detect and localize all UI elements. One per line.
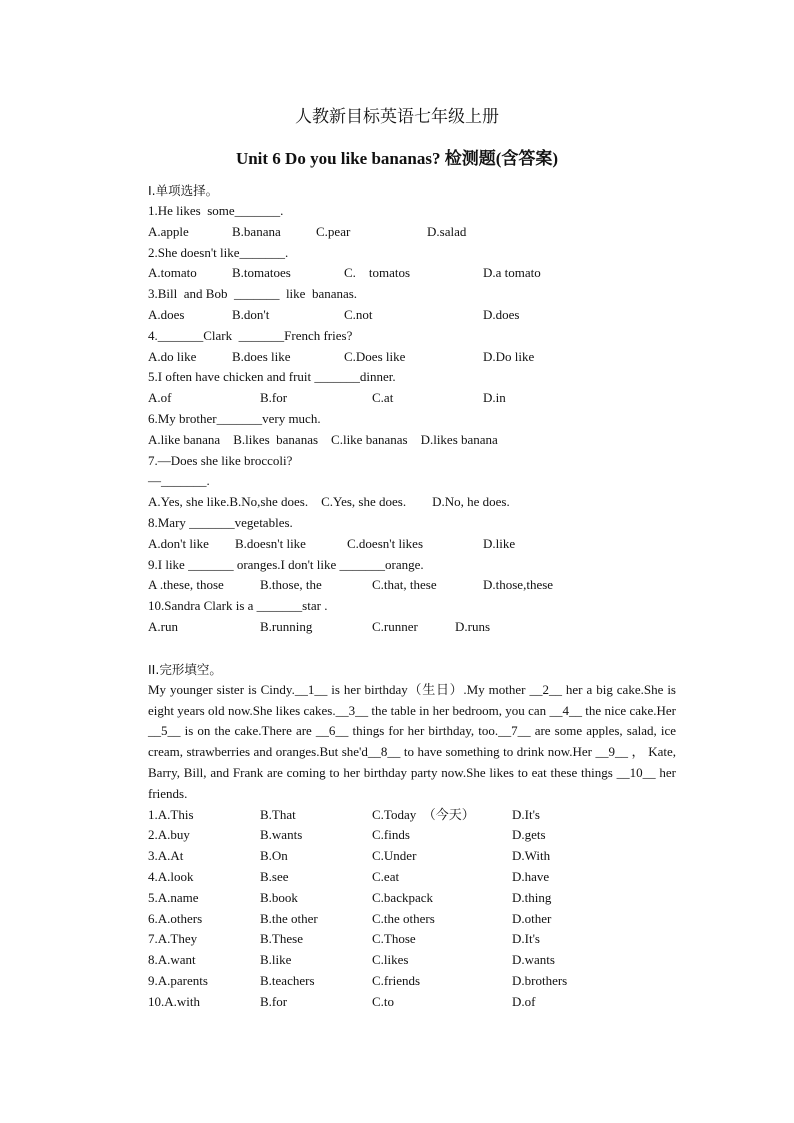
option-d: D.like bbox=[483, 535, 516, 551]
question-10-options bbox=[148, 617, 676, 638]
cloze-option: D.It's bbox=[512, 931, 540, 947]
cloze-option: 6.A.others bbox=[148, 910, 203, 926]
option-b: B.don't bbox=[232, 306, 270, 322]
question-5-options bbox=[148, 388, 676, 409]
cloze-option: 1.A.This bbox=[148, 806, 194, 822]
cloze-option: D.other bbox=[512, 910, 552, 926]
cloze-option: C.backpack bbox=[372, 889, 434, 905]
cloze-option: C.to bbox=[372, 993, 395, 1009]
cloze-option-row bbox=[148, 950, 676, 971]
cloze-option: C.likes bbox=[372, 952, 409, 968]
cloze-option: 8.A.want bbox=[148, 952, 196, 968]
option-d: D.a tomato bbox=[483, 265, 541, 281]
cloze-option: D.With bbox=[512, 848, 551, 864]
section-heading-multiple-choice: I.单项选择。 bbox=[148, 183, 219, 198]
cloze-option: 5.A.name bbox=[148, 889, 199, 905]
cloze-option: C.the others bbox=[372, 910, 435, 926]
cloze-option: C.Under bbox=[372, 848, 417, 864]
cloze-option: B.for bbox=[260, 993, 288, 1009]
cloze-option: D.thing bbox=[512, 889, 552, 905]
cloze-option-row bbox=[148, 929, 676, 950]
cloze-option: C.eat bbox=[372, 868, 400, 884]
cloze-option-row bbox=[148, 992, 676, 1013]
cloze-option: C.finds bbox=[372, 827, 410, 843]
cloze-option-row bbox=[148, 825, 676, 846]
document-title: 人教新目标英语七年级上册 bbox=[295, 107, 499, 127]
cloze-option: B.see bbox=[260, 868, 289, 884]
cloze-option: 9.A.parents bbox=[148, 972, 208, 988]
option-c: C. tomatos bbox=[344, 265, 411, 281]
option-a: A.tomato bbox=[148, 265, 197, 281]
question-3-options bbox=[148, 305, 676, 326]
cloze-option: D.gets bbox=[512, 827, 546, 843]
option-d: D.runs bbox=[455, 618, 491, 634]
option-c: C.pear bbox=[316, 223, 351, 239]
option-a: A.apple bbox=[148, 223, 189, 239]
cloze-option: 3.A.At bbox=[148, 848, 184, 864]
cloze-option-row bbox=[148, 909, 676, 930]
cloze-option-row bbox=[148, 971, 676, 992]
cloze-option: B.On bbox=[260, 848, 288, 864]
cloze-option: B.teachers bbox=[260, 972, 315, 988]
option-c: C.at bbox=[372, 390, 394, 406]
question-2-options bbox=[148, 263, 676, 284]
cloze-option: D.have bbox=[512, 868, 550, 884]
option-b: B.those, the bbox=[260, 577, 322, 593]
cloze-option: 7.A.They bbox=[148, 931, 198, 947]
section-heading-cloze: II.完形填空。 bbox=[148, 661, 222, 677]
option-c: C.doesn't likes bbox=[347, 535, 424, 551]
option-b: B.tomatoes bbox=[232, 265, 291, 281]
option-c: C.that, these bbox=[372, 577, 437, 593]
option-a: A.do like bbox=[148, 348, 197, 364]
question-4-options bbox=[148, 347, 676, 368]
cloze-option: 4.A.look bbox=[148, 868, 194, 884]
cloze-option: B.These bbox=[260, 931, 303, 947]
cloze-option: B.the other bbox=[260, 910, 318, 926]
option-b: B.does like bbox=[232, 348, 291, 364]
question-5: 5.I often have chicken and fruit _______dinner. bbox=[148, 369, 396, 385]
question-9: 9.I like _______ oranges.I don't like _______orange. bbox=[148, 556, 424, 572]
option-b: B.banana bbox=[232, 223, 281, 239]
question-1-options bbox=[148, 222, 676, 243]
cloze-option-row bbox=[148, 888, 676, 909]
cloze-option: B.wants bbox=[260, 827, 303, 843]
cloze-option: B.That bbox=[260, 806, 296, 822]
question-4: 4._______Clark _______French fries? bbox=[148, 327, 353, 343]
option-d: D.does bbox=[483, 306, 520, 322]
cloze-option: D.of bbox=[512, 993, 536, 1009]
question-6: 6.My brother_______very much. bbox=[148, 410, 321, 426]
cloze-option: C.Today （今天） bbox=[372, 806, 475, 822]
option-c: C.runner bbox=[372, 618, 418, 634]
option-a: A.don't like bbox=[148, 535, 209, 551]
question-7: 7.—Does she like broccoli? bbox=[148, 452, 293, 468]
cloze-option: D.It's bbox=[512, 806, 540, 822]
document-body bbox=[148, 180, 676, 1012]
question-10: 10.Sandra Clark is a _______star . bbox=[148, 598, 328, 614]
option-d: D.salad bbox=[427, 223, 467, 239]
cloze-passage-text-wrapper bbox=[148, 680, 676, 805]
option-b: B.doesn't like bbox=[235, 535, 306, 551]
question-7-response: —_______. bbox=[148, 473, 210, 489]
cloze-option-row bbox=[148, 867, 676, 888]
cloze-option: C.friends bbox=[372, 972, 421, 988]
option-b: B.running bbox=[260, 618, 313, 634]
cloze-option: B.like bbox=[260, 952, 292, 968]
cloze-option: 2.A.buy bbox=[148, 827, 190, 843]
question-8: 8.Mary _______vegetables. bbox=[148, 514, 293, 530]
question-1: 1.He likes some_______. bbox=[148, 203, 284, 218]
cloze-option: D.wants bbox=[512, 952, 555, 968]
cloze-option: 10.A.with bbox=[148, 993, 200, 1009]
question-8-options bbox=[148, 534, 676, 555]
question-2: 2.She doesn't like_______. bbox=[148, 244, 289, 260]
option-d: D.Do like bbox=[483, 348, 535, 364]
cloze-options bbox=[148, 805, 676, 1013]
option-c: C.Does like bbox=[344, 348, 406, 364]
option-d: D.in bbox=[483, 390, 506, 406]
option-a: A.run bbox=[148, 618, 178, 634]
cloze-option: D.brothers bbox=[512, 972, 568, 988]
document-subtitle: Unit 6 Do you like bananas? 检测题(含答案) bbox=[235, 149, 559, 168]
cloze-option-row bbox=[148, 805, 676, 826]
section-gap bbox=[148, 638, 676, 659]
cloze-option-row bbox=[148, 846, 676, 867]
question-3: 3.Bill and Bob _______ like bananas. bbox=[148, 286, 358, 302]
question-6-options: A.like banana B.likes bananas C.like bananas D.likes banana bbox=[148, 431, 498, 447]
cloze-option: B.book bbox=[260, 889, 298, 905]
cloze-option: C.Those bbox=[372, 931, 416, 947]
option-a: A.does bbox=[148, 306, 185, 322]
option-d: D.those,these bbox=[483, 577, 554, 593]
option-c: C.not bbox=[344, 306, 373, 322]
question-7-options: A.Yes, she like.B.No,she does. C.Yes, she does. D.No, he does. bbox=[148, 494, 510, 510]
question-9-options bbox=[148, 575, 676, 596]
option-b: B.for bbox=[260, 390, 288, 406]
option-a: A.of bbox=[148, 390, 172, 406]
cloze-passage-text: My younger sister is Cindy.__1__ is her birthday（生日）.My mother __2__ her a big cake.She is eight years old now.She likes cakes.__3__ the table in her bedroom, you can __4__ the nice cake.Her __5__ is on the cake.There are __6__ things for her birthday, too.__7__ are some apples, salad, ice cream, strawberries and oranges.But she'd__8__ to have something to drink now.Her __9__ ， Kate, Barry, Bill, and Frank are coming to her birthday party now.She likes to eat these things __10__ her friends. bbox=[148, 681, 676, 801]
option-a: A .these, those bbox=[148, 577, 224, 593]
